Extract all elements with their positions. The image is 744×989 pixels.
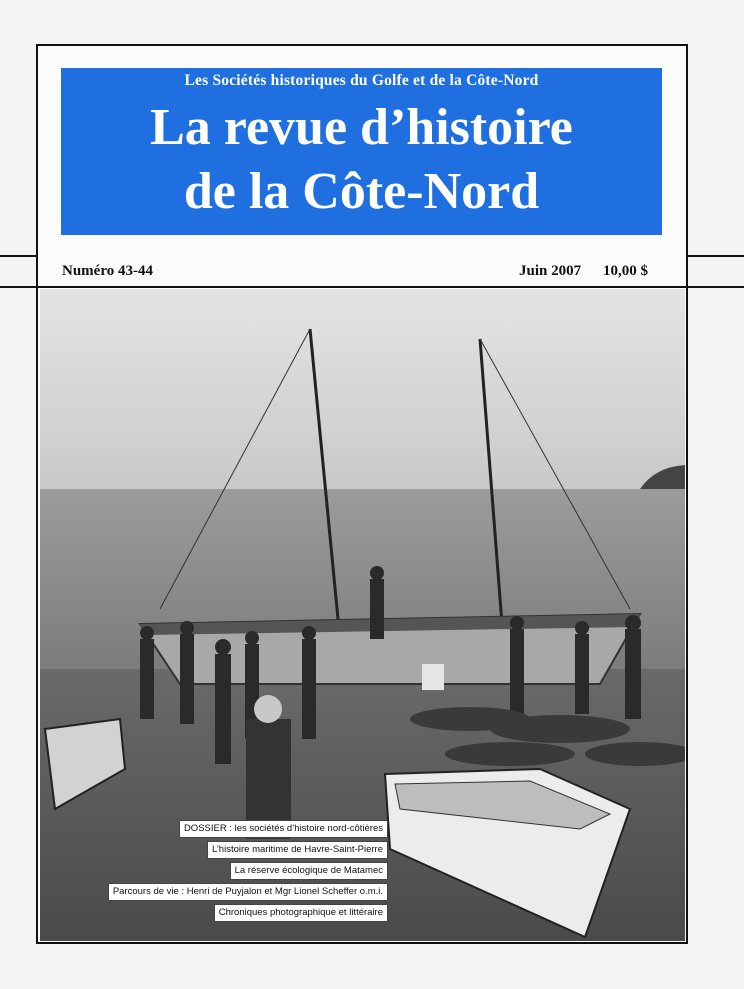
dossier-list (108, 820, 388, 922)
dossier-item: Parcours de vie : Henri de Puyjalon et Mgr Lionel Scheffer o.m.i. (108, 883, 388, 901)
issue-date: Juin 2007 (519, 263, 582, 279)
magazine-title-line2: de la Côte-Nord (183, 163, 540, 220)
issue-number: Numéro 43-44 (62, 263, 153, 279)
magazine-title-line1: La revue d’histoire (150, 99, 573, 156)
bottom-rule (0, 286, 744, 288)
dossier-item: Chroniques photographique et littéraire (214, 904, 388, 922)
dossier-item: DOSSIER : les sociétés d’histoire nord-côtières (179, 820, 388, 838)
issue-price: 10,00 $ (603, 263, 648, 279)
dossier-item: La réserve écologique de Matamec (230, 862, 388, 880)
title-banner (61, 68, 662, 235)
dossier-item: L’histoire maritime de Havre-Saint-Pierre (207, 841, 388, 859)
publisher-subtitle: Les Sociétés historiques du Golfe et de la Côte-Nord (184, 72, 539, 89)
